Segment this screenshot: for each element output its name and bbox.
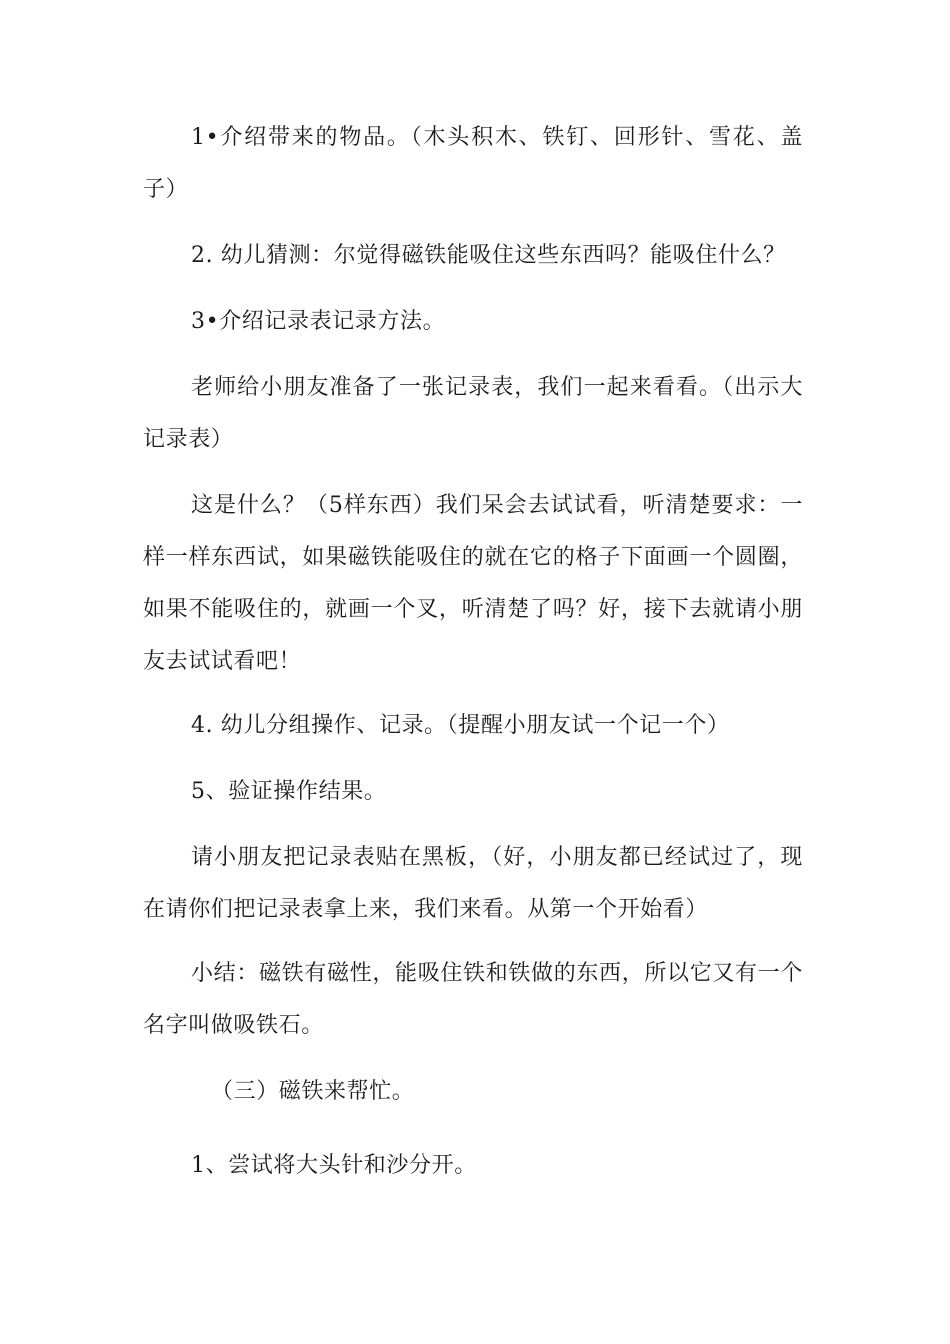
- paragraph-children-guess: 2. 幼儿猜测：尔觉得磁铁能吸住这些东西吗？能吸住什么？: [191, 243, 786, 268]
- paragraph-summary: 小结：磁铁有磁性，能吸住铁和铁做的东西，所以它又有一个名字叫做吸铁石。: [143, 961, 803, 1038]
- paragraph-separate-pins-sand: 1、尝试将大头针和沙分开。: [191, 1153, 477, 1178]
- section-heading-magnet-helps: （三）磁铁来帮忙。: [211, 1079, 415, 1104]
- paragraph-record-method: 3•介绍记录表记录方法。: [191, 309, 446, 334]
- paragraph-introduce-items: 1•介绍带来的物品。（木头积木、铁钉、回形针、雪花、盖子）: [143, 125, 803, 202]
- paragraph-group-operation: 4. 幼儿分组操作、记录。（提醒小朋友试一个记一个）: [191, 713, 730, 738]
- paragraph-post-sheet: 请小朋友把记录表贴在黑板，（好，小朋友都已经试过了，现在请你们把记录表拿上来，我们来看。从第一个开始看）: [143, 845, 803, 922]
- paragraph-record-sheet: 老师给小朋友准备了一张记录表，我们一起来看看。（出示大记录表）: [143, 375, 803, 452]
- paragraph-requirements: 这是什么？（5样东西）我们呆会去试试看，听清楚要求：一样一样东西试，如果磁铁能吸住的就在它的格子下面画一个圆圈，如果不能吸住的，就画一个叉，听清楚了吗？好，接下去就请小朋友去试试看吧！: [143, 493, 803, 674]
- paragraph-verify-results: 5、验证操作结果。: [191, 779, 387, 804]
